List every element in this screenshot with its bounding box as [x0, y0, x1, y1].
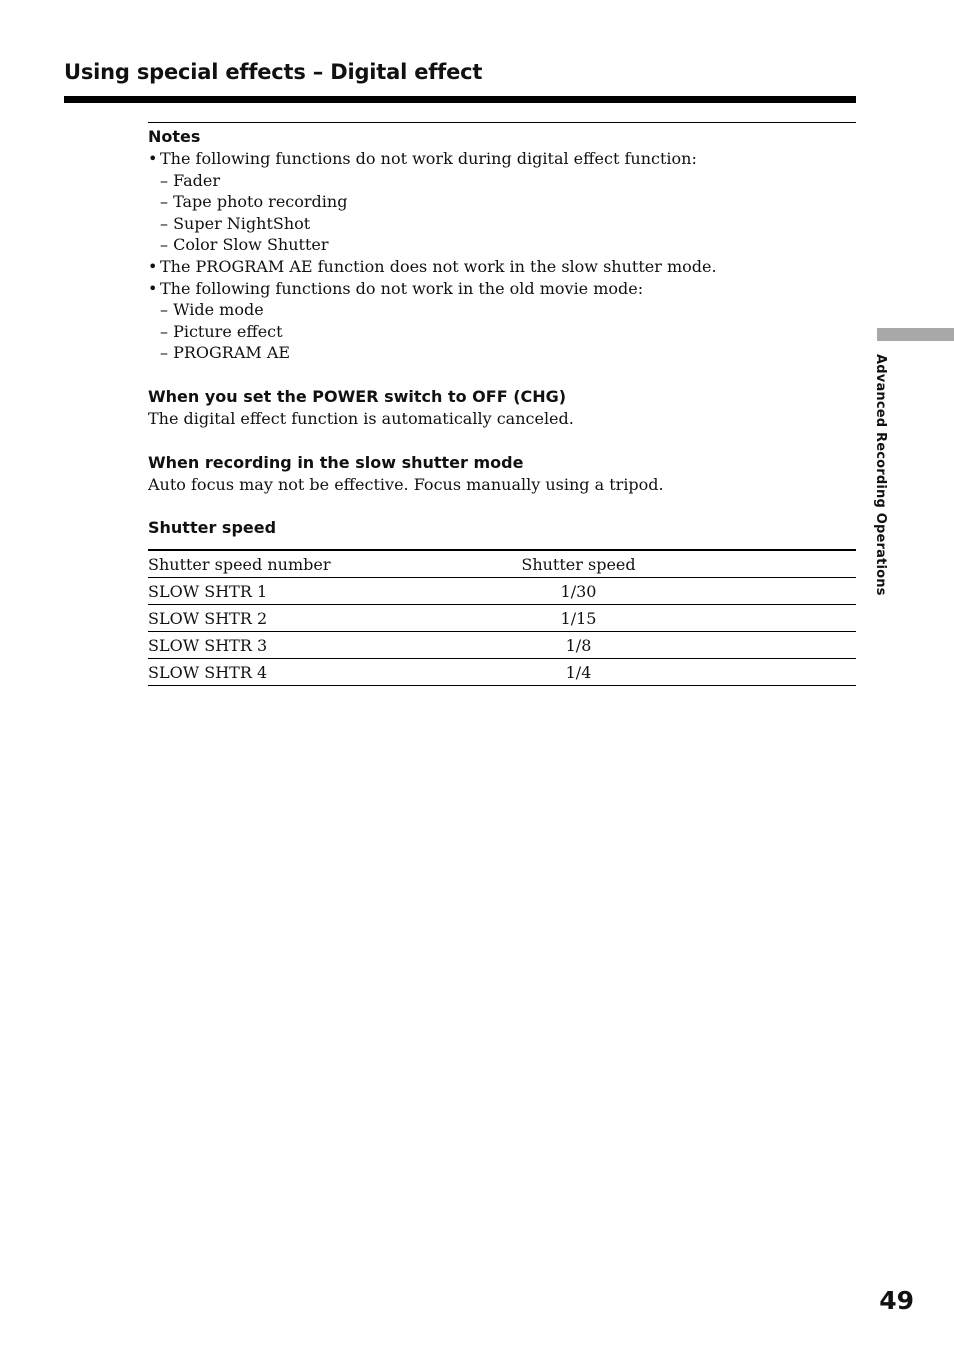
note-sub-item: – Picture effect [160, 321, 283, 341]
main-content [148, 122, 856, 686]
note-sub-item: – Super NightShot [160, 213, 311, 233]
note-sub-item: – Fader [160, 170, 220, 190]
power-switch-section [148, 386, 856, 430]
page-number: 49 [879, 1286, 914, 1315]
section-heading: When you set the POWER switch to OFF (CHG) [148, 386, 567, 406]
note-text: The following functions do not work in the old movie mode: [160, 278, 644, 298]
table-cell: SLOW SHTR 1 [148, 578, 448, 605]
section-body: The digital effect function is automatically canceled. [148, 408, 574, 428]
table-cell: 1/4 [448, 659, 709, 686]
table-row [148, 605, 856, 632]
bullet-mark: • [148, 256, 158, 276]
section-heading: Shutter speed [148, 518, 277, 538]
table-cell: 1/30 [448, 578, 709, 605]
note-sub-item: – Tape photo recording [160, 192, 348, 212]
note-bullet [148, 278, 856, 300]
table-cell-spacer [709, 605, 856, 632]
title-rule [64, 96, 856, 103]
table-cell-spacer [709, 632, 856, 659]
shutter-speed-section [148, 517, 856, 686]
table-row [148, 578, 856, 605]
note-bullet [148, 256, 856, 278]
table-cell: SLOW SHTR 2 [148, 605, 448, 632]
section-body: Auto focus may not be effective. Focus manually using a tripod. [148, 474, 664, 494]
bullet-mark: • [148, 278, 158, 298]
section-heading: When recording in the slow shutter mode [148, 452, 524, 472]
shutter-speed-table [148, 549, 856, 686]
side-section-label: Advanced Recording Operations [873, 354, 888, 596]
column-header: Shutter speed number [148, 550, 448, 578]
slow-shutter-section [148, 452, 856, 496]
note-text: The PROGRAM AE function does not work in the slow shutter mode. [160, 256, 717, 276]
note-bullet [148, 148, 856, 170]
table-cell-spacer [709, 659, 856, 686]
table-row [148, 632, 856, 659]
table-row [148, 659, 856, 686]
table-cell: 1/15 [448, 605, 709, 632]
column-header: Shutter speed [448, 550, 709, 578]
notes-heading: Notes [148, 127, 201, 146]
table-header-row [148, 550, 856, 578]
bullet-mark: • [148, 149, 158, 168]
note-sub-item: – Wide mode [160, 300, 264, 320]
page-title: Using special effects – Digital effect [64, 60, 483, 84]
table-cell: 1/8 [448, 632, 709, 659]
notes-section [148, 126, 856, 364]
note-sub-item: – Color Slow Shutter [160, 235, 329, 255]
note-text: The following functions do not work during digital effect function: [160, 149, 697, 168]
column-spacer [709, 550, 856, 578]
table-cell-spacer [709, 578, 856, 605]
section-tab-marker [877, 328, 954, 341]
table-cell: SLOW SHTR 3 [148, 632, 448, 659]
note-sub-item: – PROGRAM AE [160, 343, 291, 363]
table-cell: SLOW SHTR 4 [148, 659, 448, 686]
